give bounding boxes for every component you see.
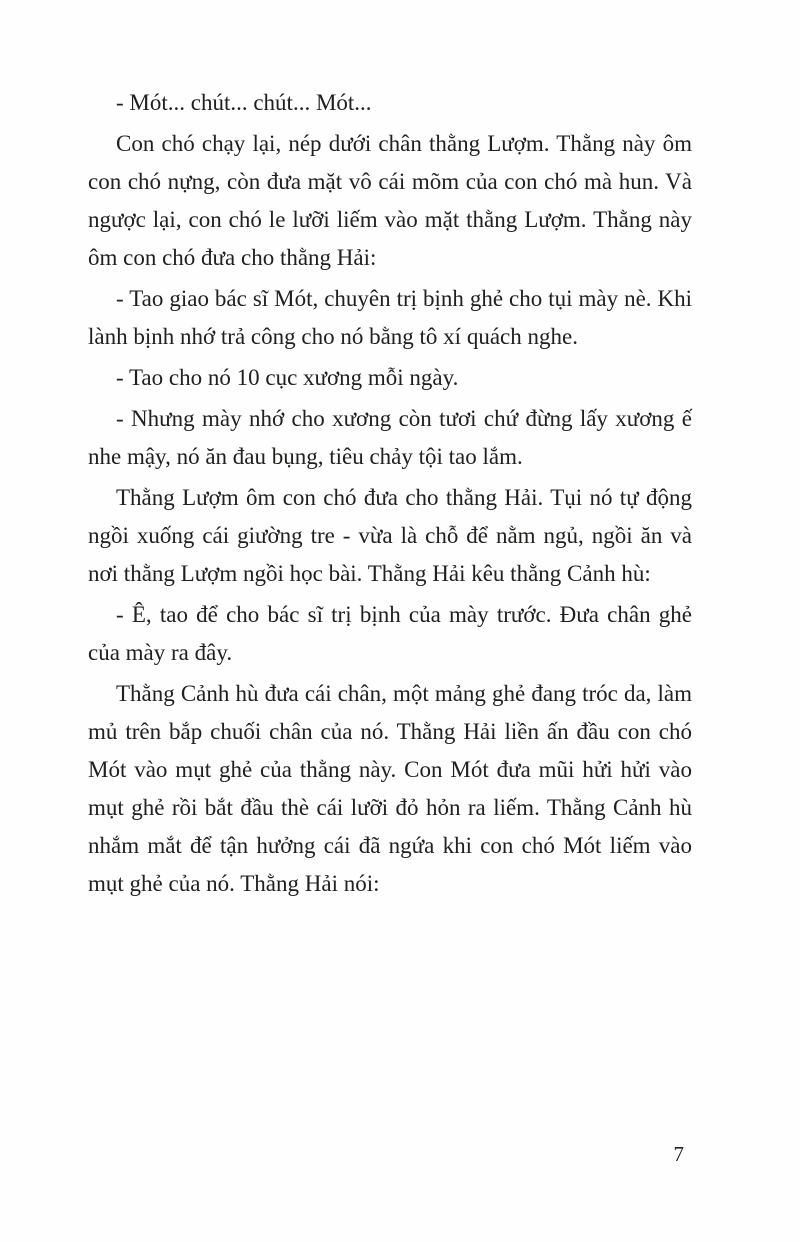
page-number: 7 — [673, 1142, 684, 1166]
paragraph: - Tao giao bác sĩ Mót, chuyên trị bịnh ghẻ cho tụi mày nè. Khi lành bịnh nhớ trả công cho nó bằng tô xí quách nghe. — [88, 286, 692, 349]
paragraph: Thằng Lượm ôm con chó đưa cho thằng Hải. Tụi nó tự động ngồi xuống cái giường tre - vừa là chỗ để nằm ngủ, ngồi ăn và nơi thằng Lượm ngồi học bài. Thằng Hải kêu thằng Cảnh hù: — [88, 485, 692, 586]
paragraph: Thằng Cảnh hù đưa cái chân, một mảng ghẻ đang tróc da, làm mủ trên bắp chuối chân của nó. Thằng Hải liền ấn đầu con chó Mót vào mụt ghẻ của thằng này. Con Mót đưa mũi hửi hửi vào mụt ghẻ rồi bắt đầu thè cái lưỡi đỏ hỏn ra liếm. Thằng Cảnh hù nhắm mắt để tận hưởng cái đã ngứa khi con chó Mót liếm vào mụt ghẻ của nó. Thằng Hải nói: — [88, 681, 692, 896]
paragraph: - Nhưng mày nhớ cho xương còn tươi chứ đừng lấy xương ế nhe mậy, nó ăn đau bụng, tiêu chảy tội tao lắm. — [88, 406, 692, 469]
paragraph: - Tao cho nó 10 cục xương mỗi ngày. — [116, 365, 459, 390]
paragraph: - Ê, tao để cho bác sĩ trị bịnh của mày trước. Đưa chân ghẻ của mày ra đây. — [88, 602, 692, 665]
text-block — [88, 84, 692, 906]
paragraph: Con chó chạy lại, nép dưới chân thằng Lượm. Thằng này ôm con chó nựng, còn đưa mặt vô cái mõm của con chó mà hun. Và ngược lại, con chó le lưỡi liếm vào mặt thằng Lượm. Thằng này ôm con chó đưa cho thằng Hải: — [88, 131, 692, 270]
paragraph: - Mót... chút... chút... Mót... — [116, 90, 372, 115]
